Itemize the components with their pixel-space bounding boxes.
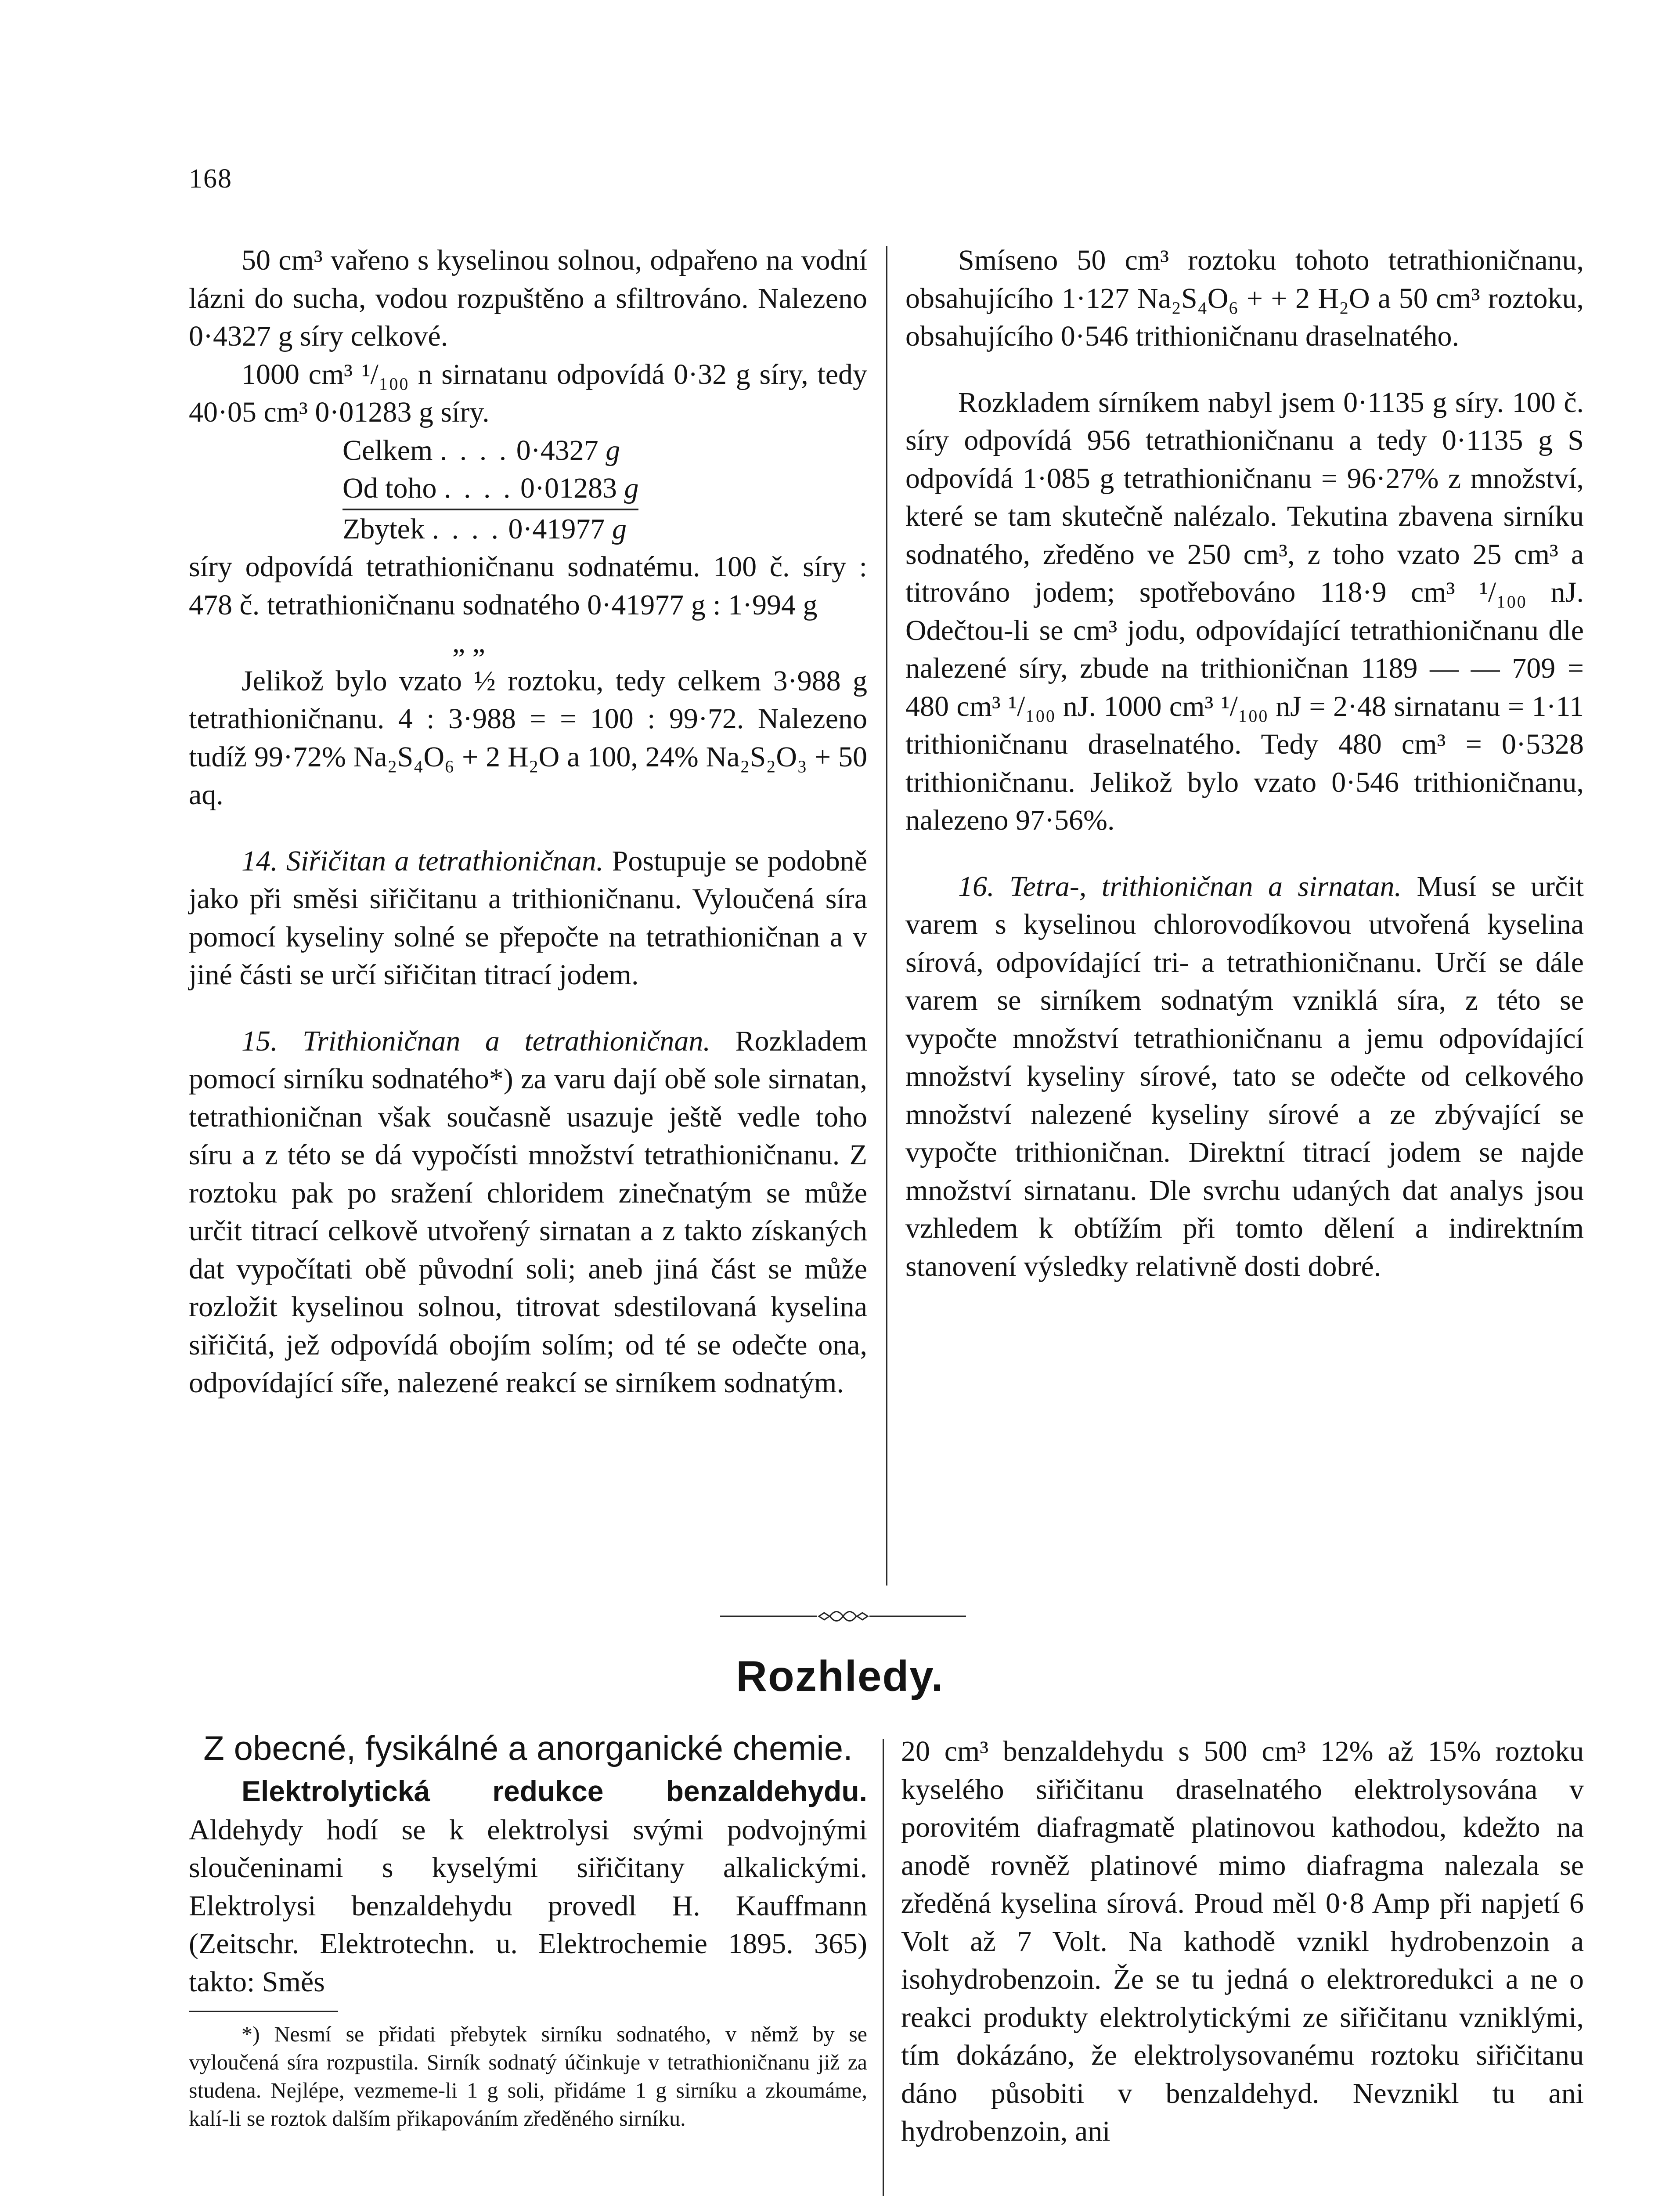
paragraph-section-15: [189, 1022, 867, 1402]
paragraph-mixture: Smíseno 50 cm³ roztoku tohoto tetrathioničnanu, obsahujícího 1·127 Na₂S₄O₆ + + 2 H₂O a 50 cm³ roztoku, obsahujícího 0·546 trithioničnanu draselnatého.: [905, 244, 1584, 352]
section-14-text: Postupuje se podobně jako při směsi siřičitanu a trithioničnanu. Vyloučená síra pomocí kyseliny solné se přepočte na tetrathioničnan a v jiné části se určí siřičitan titrací jodem.: [189, 845, 867, 991]
calc-row-celkem: [342, 432, 867, 470]
ditto-marks: „ „: [452, 627, 486, 659]
calc-value: 0·41977: [508, 513, 605, 545]
paragraph-decomposition: Rozkladem sírníkem nabyl jsem 0·1135 g síry. 100 č. síry odpovídá 956 tetrathioničnanu a tedy 0·1135 g S odpovídá 1·085 g tetrathioničnanu = 96·27% z množství, které se tam skutečně nalézalo. Tekutina zbavena sirníku sodnatého, zředěno ve 250 cm³, z toho vzato 25 cm³ a titrováno jodem; spotřebováno 118·9 cm³ ¹/₁₀₀ nJ. Odečtou-li se cm³ jodu, odpovídající tetrathioničnanu dle nalezené síry, zbude na trithioničnan 1189 — — 709 = 480 cm³ ¹/₁₀₀ nJ. 1000 cm³ ¹/₁₀₀ nJ = 2·48 sirnatanu = 1·11 trithioničnanu draselnatého. Tedy 480 cm³ = 0·5328 trithioničnanu. Jelikož bylo vzato 0·546 trithioničnanu, nalezeno 97·56%.: [905, 386, 1584, 836]
calc-dots: . . . .: [432, 513, 501, 545]
subheading: Z obecné, fysikálné a anorganické chemie.: [203, 1729, 853, 1767]
section-15-title: 15. Trithioničnan a tetrathioničnan.: [242, 1025, 710, 1057]
calculation-table: [189, 432, 867, 549]
page-number: 168: [189, 164, 232, 194]
section-heading: Rozhledy.: [736, 1652, 944, 1700]
section-16-text: Musí se určit varem s kyselinou chlorovodíkovou utvořená kyselina sírová, odpovídající tri- a tetrathioničnanu. Určí se dále varem se sirníkem sodnatým vzniklá síra, z této se vypočte množství tetrathioničnanu a jemu odpovídající množství kyseliny sírové, tato se odečte od celkového množství nalezené kyseliny sírové a ze zbývající se vypočte trithioničnan. Direktní titrací jodem se najde množství sirnatanu. Dle svrchu udaných dat analys jsou vzhledem k obtížím při tomto dělení a indirektním stanovení výsledky relativně dosti dobré.: [905, 870, 1584, 1282]
section-16-title: 16. Tetra-, trithioničnan a sirnatan.: [958, 870, 1402, 903]
calc-unit: g: [606, 434, 620, 466]
section-14-title: 14. Siřičitan a tetrathioničnan.: [242, 845, 604, 877]
paragraph-article-start: [189, 1772, 867, 2001]
calc-dots: . . . .: [444, 472, 513, 504]
calc-label: Celkem: [342, 434, 433, 466]
left-column-top: [189, 242, 867, 1402]
footnote: *) Nesmí se přidati přebytek sirníku sodnatého, v němž by se vyloučená síra rozpustila. Sirník sodnatý účinkuje v tetrathioničnanu již za studena. Nejlépe, vezmeme-li 1 g soli, přidáme 1 g sirníku a zkoumáme, kalí-li se roztok dalším přikapováním zředěného sirníku.: [189, 2022, 867, 2131]
calc-row-od-toho: [342, 470, 867, 510]
section-ornament: [720, 1607, 966, 1625]
calc-value: 0·01283: [520, 472, 617, 504]
column-divider-top: [886, 246, 887, 1586]
right-column-top: [905, 242, 1584, 1286]
paragraph-section-14: [189, 842, 867, 994]
section-15-text: Rozkladem pomocí sirníku sodnatého*) za varu dají obě sole sirnatan, tetrathioničnan však současně usazuje ještě vedle toho síru a z této se dá vypočísti množství tetrathioničnanu. Z roztoku pak po sražení chloridem zinečnatým se může určit titrací celkově utvořený sirnatan a z takto získaných dat vypočítati obě původní soli; aneb jiná část se může rozložit kyselinou solnou, titrovat sdestilovaná kyselina siřičitá, jež odpovídá obojím solím; od té se odečte ona, odpovídající síře, nalezené reakcí se sirníkem sodnatým.: [189, 1025, 867, 1399]
calc-label: Zbytek: [342, 513, 425, 545]
calc-dots: . . . .: [440, 434, 509, 466]
article-title: Elektrolytická redukce benzaldehydu.: [242, 1775, 867, 1807]
paragraph-tetrathionate-ratio: síry odpovídá tetrathioničnanu sodnatému. 100 č. síry : 478 č. tetrathioničnanu sodnatého 0·41977 g : 1·994 g: [189, 551, 867, 621]
calc-label: Od toho: [342, 472, 437, 504]
paragraph-sirnatan-equivalent: 1000 cm³ ¹/₁₀₀ n sirnatanu odpovídá 0·32 g síry, tedy 40·05 cm³ 0·01283 g síry.: [189, 358, 867, 428]
article-text-left: Aldehydy hodí se k elektrolysi svými podvojnými sloučeninami s kyselými siřičitany alkalickými. Elektrolysi benzaldehydu provedl H. Kauffmann (Zeitschr. Elektrotechn. u. Elektrochemie 1895. 365) takto: Směs: [189, 1813, 867, 1998]
footnote-rule: [189, 2011, 338, 2012]
column-divider-bottom: [883, 1739, 884, 2196]
calc-value: 0·4327: [516, 434, 598, 466]
paragraph-sulfur-total: 50 cm³ vařeno s kyselinou solnou, odpařeno na vodní lázni do sucha, vodou rozpuštěno a sfiltrováno. Nalezeno 0·4327 g síry celkové.: [189, 244, 867, 352]
article-text-right: 20 cm³ benzaldehydu s 500 cm³ 12% až 15% roztoku kyselého siřičitanu draselnatého elektrolysována v porovitém diafragmatě platinovou kathodou, kdežto na anodě rovněž platinové mimo diafragma nalezala se zředěná kyselina sírová. Proud měl 0·8 Amp při napjetí 6 Volt až 7 Volt. Na kathodě vznikl hydrobenzoin a isohydrobenzoin. Že se tu jedná o elektroredukci a ne o reakci produkty elektrolytickými ze siřičitanu vzniklými, tím dokázáno, že elektrolysovanému roztoku siřičitanu dáno působiti v benzaldehyd. Nevznikl tu ani hydrobenzoin, ani: [901, 1735, 1584, 2147]
calc-row-zbytek: [342, 510, 867, 549]
right-column-bottom: [901, 1733, 1584, 2151]
calc-unit: g: [624, 472, 639, 504]
calc-underlined-row: [342, 470, 638, 510]
paragraph-section-16: [905, 868, 1584, 1286]
paragraph-result-99-72: Jelikož bylo vzato ½ roztoku, tedy celkem 3·988 g tetrathioničnanu. 4 : 3·988 = = 100 : 99·72. Nalezeno tudíž 99·72% Na₂S₄O₆ + 2 H₂O a 100, 24% Na₂S₂O₃ + 50 aq.: [189, 665, 867, 811]
calc-unit: g: [612, 513, 627, 545]
left-column-bottom: [189, 1728, 867, 2132]
